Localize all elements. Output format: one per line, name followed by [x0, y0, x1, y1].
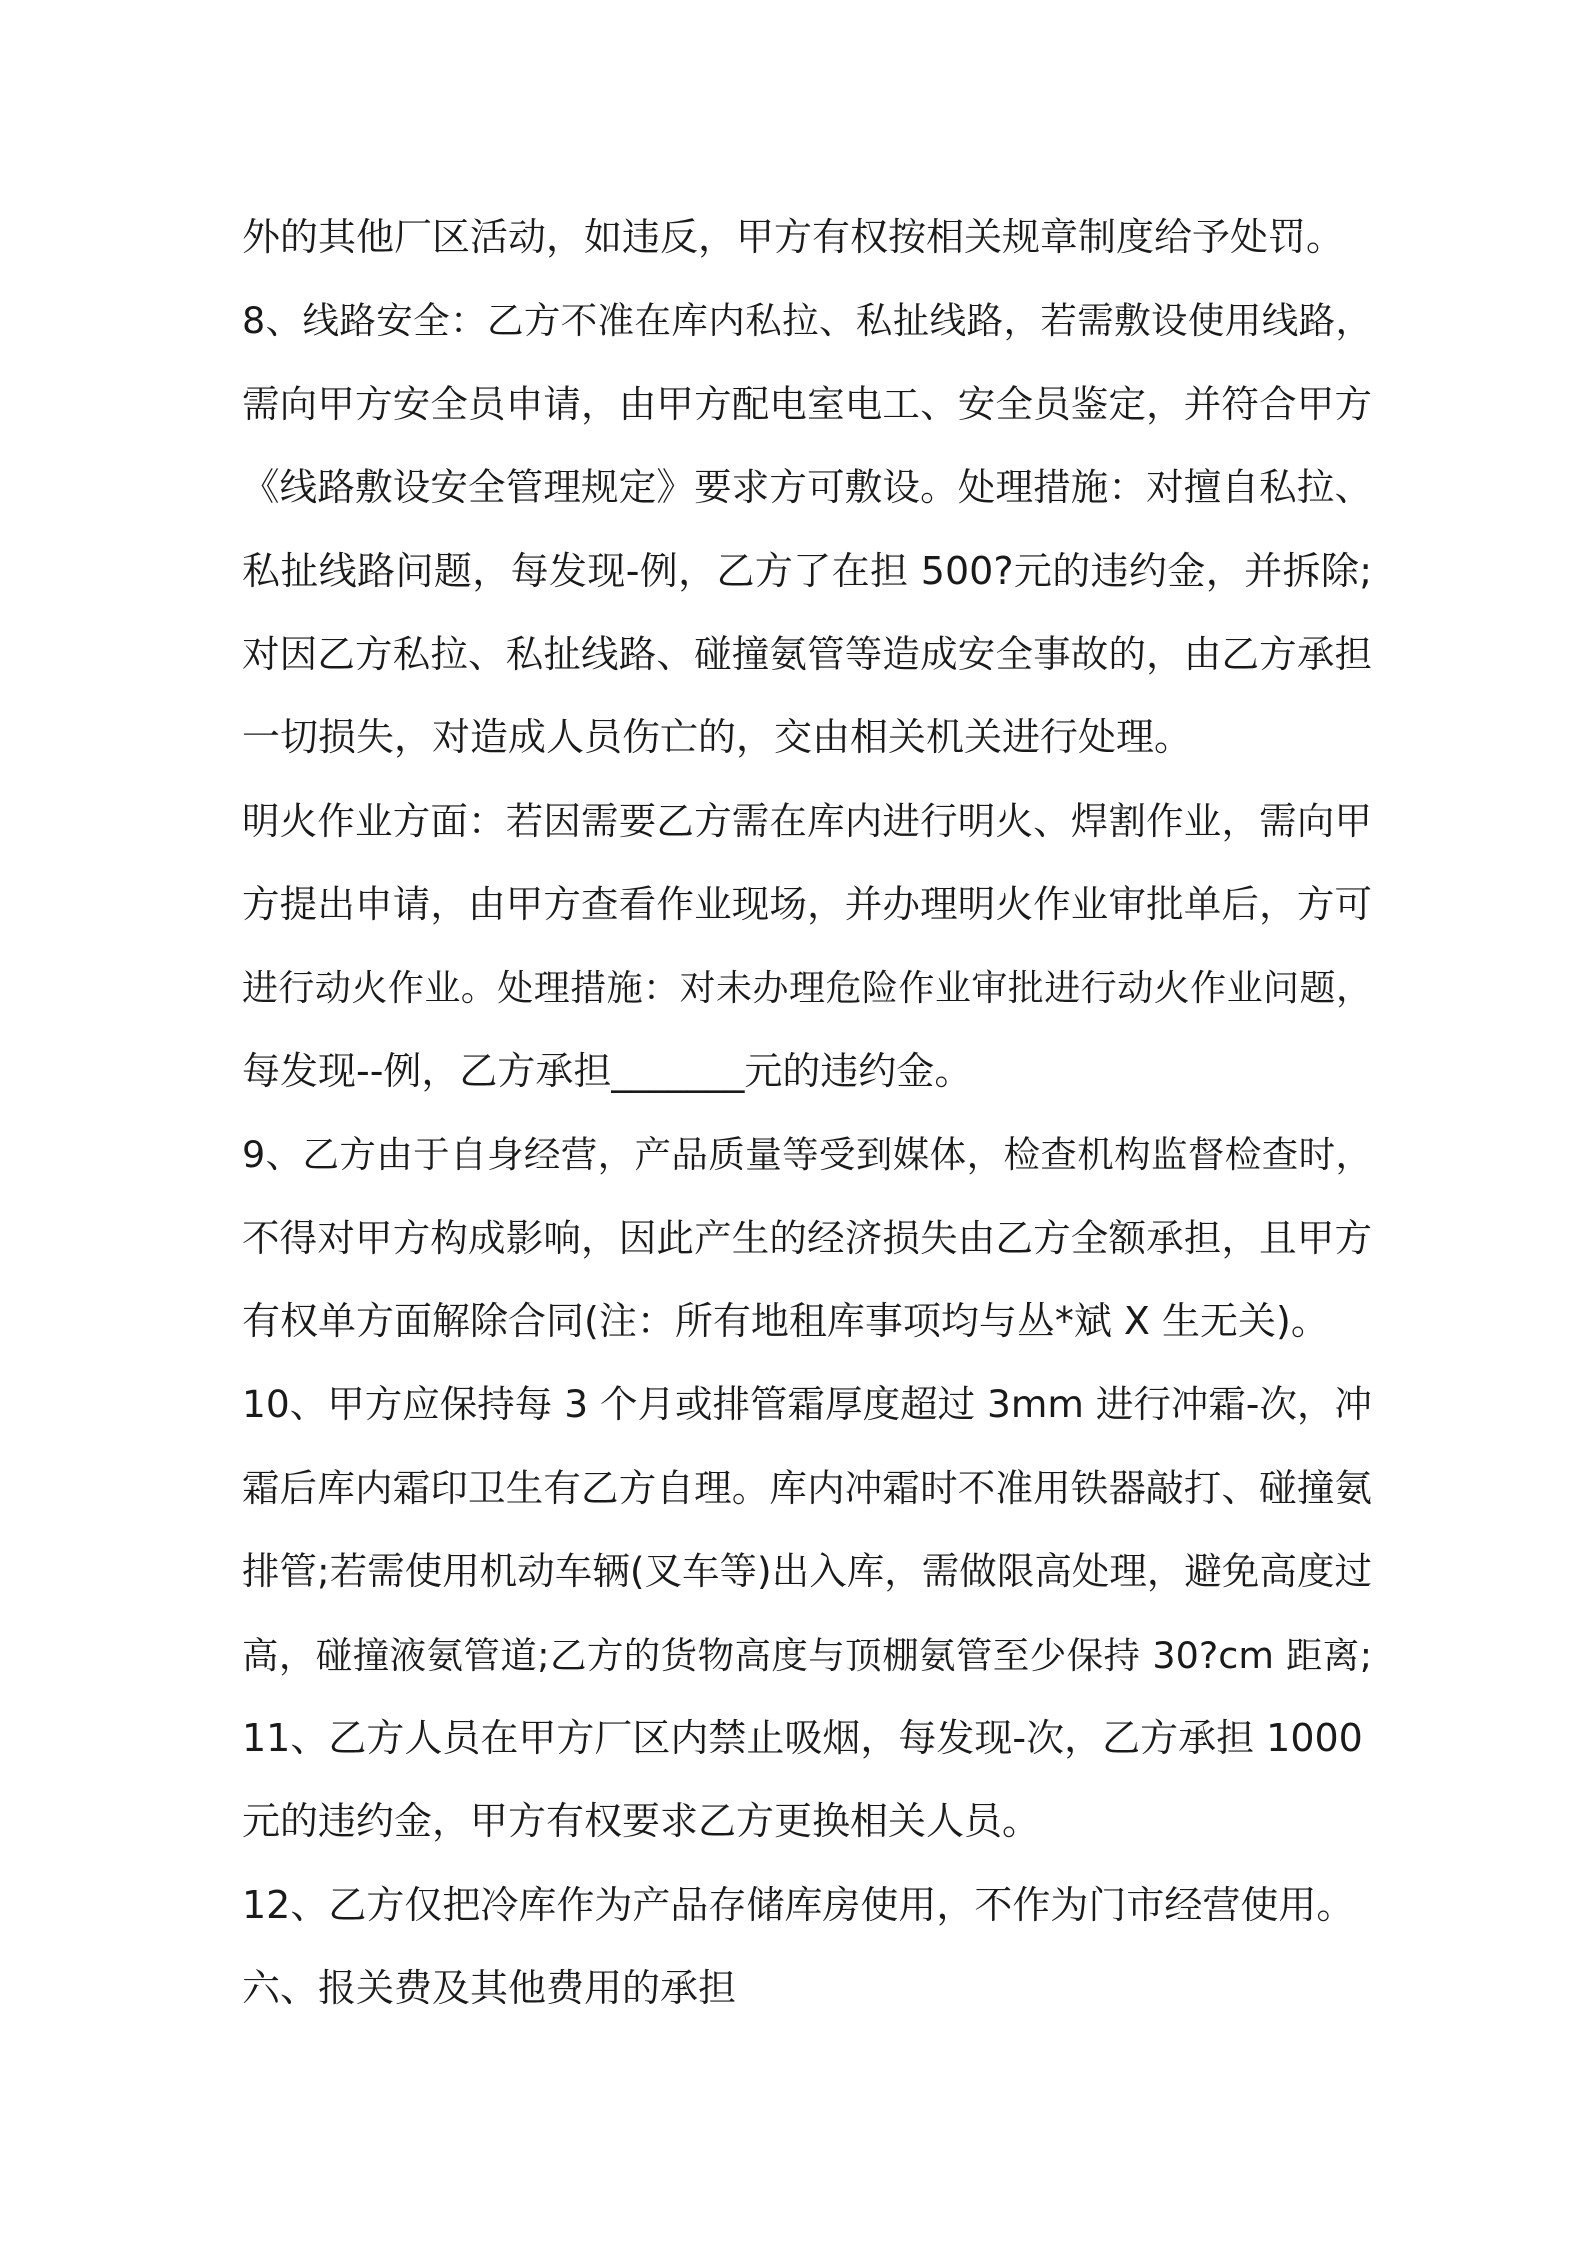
document-body [242, 196, 1372, 2031]
text-line: 外的其他厂区活动，如违反，甲方有权按相关规章制度给予处罚。 [242, 215, 1345, 259]
text-line: 进行动火作业。处理措施：对未办理危险作业审批进行动火作业问题， [242, 967, 1372, 1009]
text-line: 对因乙方私拉、私扯线路、碰撞氨管等造成安全事故的，由乙方承担 [242, 631, 1372, 676]
text-line: 有权单方面解除合同(注：所有地租库事项均与丛*斌 X 生无关)。 [242, 1299, 1329, 1344]
section-heading: 六、报关费及其他费用的承担 [242, 1966, 737, 2011]
text-line: 方提出申请，由甲方查看作业现场，并办理明火作业审批单后，方可 [242, 882, 1372, 927]
text-line: 排管;若需使用机动车辆(叉车等)出入库，需做限高处理，避免高度过 [242, 1549, 1372, 1594]
text-line: 8、线路安全：乙方不准在库内私拉、私扯线路，若需敷设使用线路， [242, 299, 1372, 343]
text-line: 高，碰撞液氨管道;乙方的货物高度与顶棚氨管至少保持 30?cm 距离; [242, 1633, 1372, 1677]
text-line: 11、乙方人员在甲方厂区内禁止吸烟，每发现-次，乙方承担 1000 [242, 1716, 1363, 1761]
text-line: 10、甲方应保持每 3 个月或排管霜厚度超过 3mm 进行冲霜-次，冲 [242, 1382, 1372, 1427]
text-line: 一切损失，对造成人员伤亡的，交由相关机关进行处理。 [242, 715, 1193, 760]
text-line: 每发现--例，乙方承担_______元的违约金。 [242, 1048, 973, 1093]
text-line: 9、乙方由于自身经营，产品质量等受到媒体，检查机构监督检查时， [242, 1133, 1372, 1177]
text-line: 需向甲方安全员申请，由甲方配电室电工、安全员鉴定，并符合甲方 [242, 381, 1372, 426]
text-line: 12、乙方仅把冷库作为产品存储库房使用，不作为门市经营使用。 [242, 1882, 1355, 1927]
text-line: 不得对甲方构成影响，因此产生的经济损失由乙方全额承担，且甲方 [242, 1215, 1372, 1260]
text-line: 《线路敷设安全管理规定》要求方可敷设。处理措施：对擅自私拉、 [242, 465, 1372, 510]
text-line: 私扯线路问题，每发现-例，乙方了在担 500?元的违约金，并拆除; [242, 548, 1372, 593]
text-line: 霜后库内霜印卫生有乙方自理。库内冲霜时不准用铁器敲打、碰撞氨 [242, 1465, 1372, 1510]
text-line: 明火作业方面：若因需要乙方需在库内进行明火、焊割作业，需向甲 [242, 798, 1372, 843]
text-line: 元的违约金，甲方有权要求乙方更换相关人员。 [242, 1799, 1041, 1844]
